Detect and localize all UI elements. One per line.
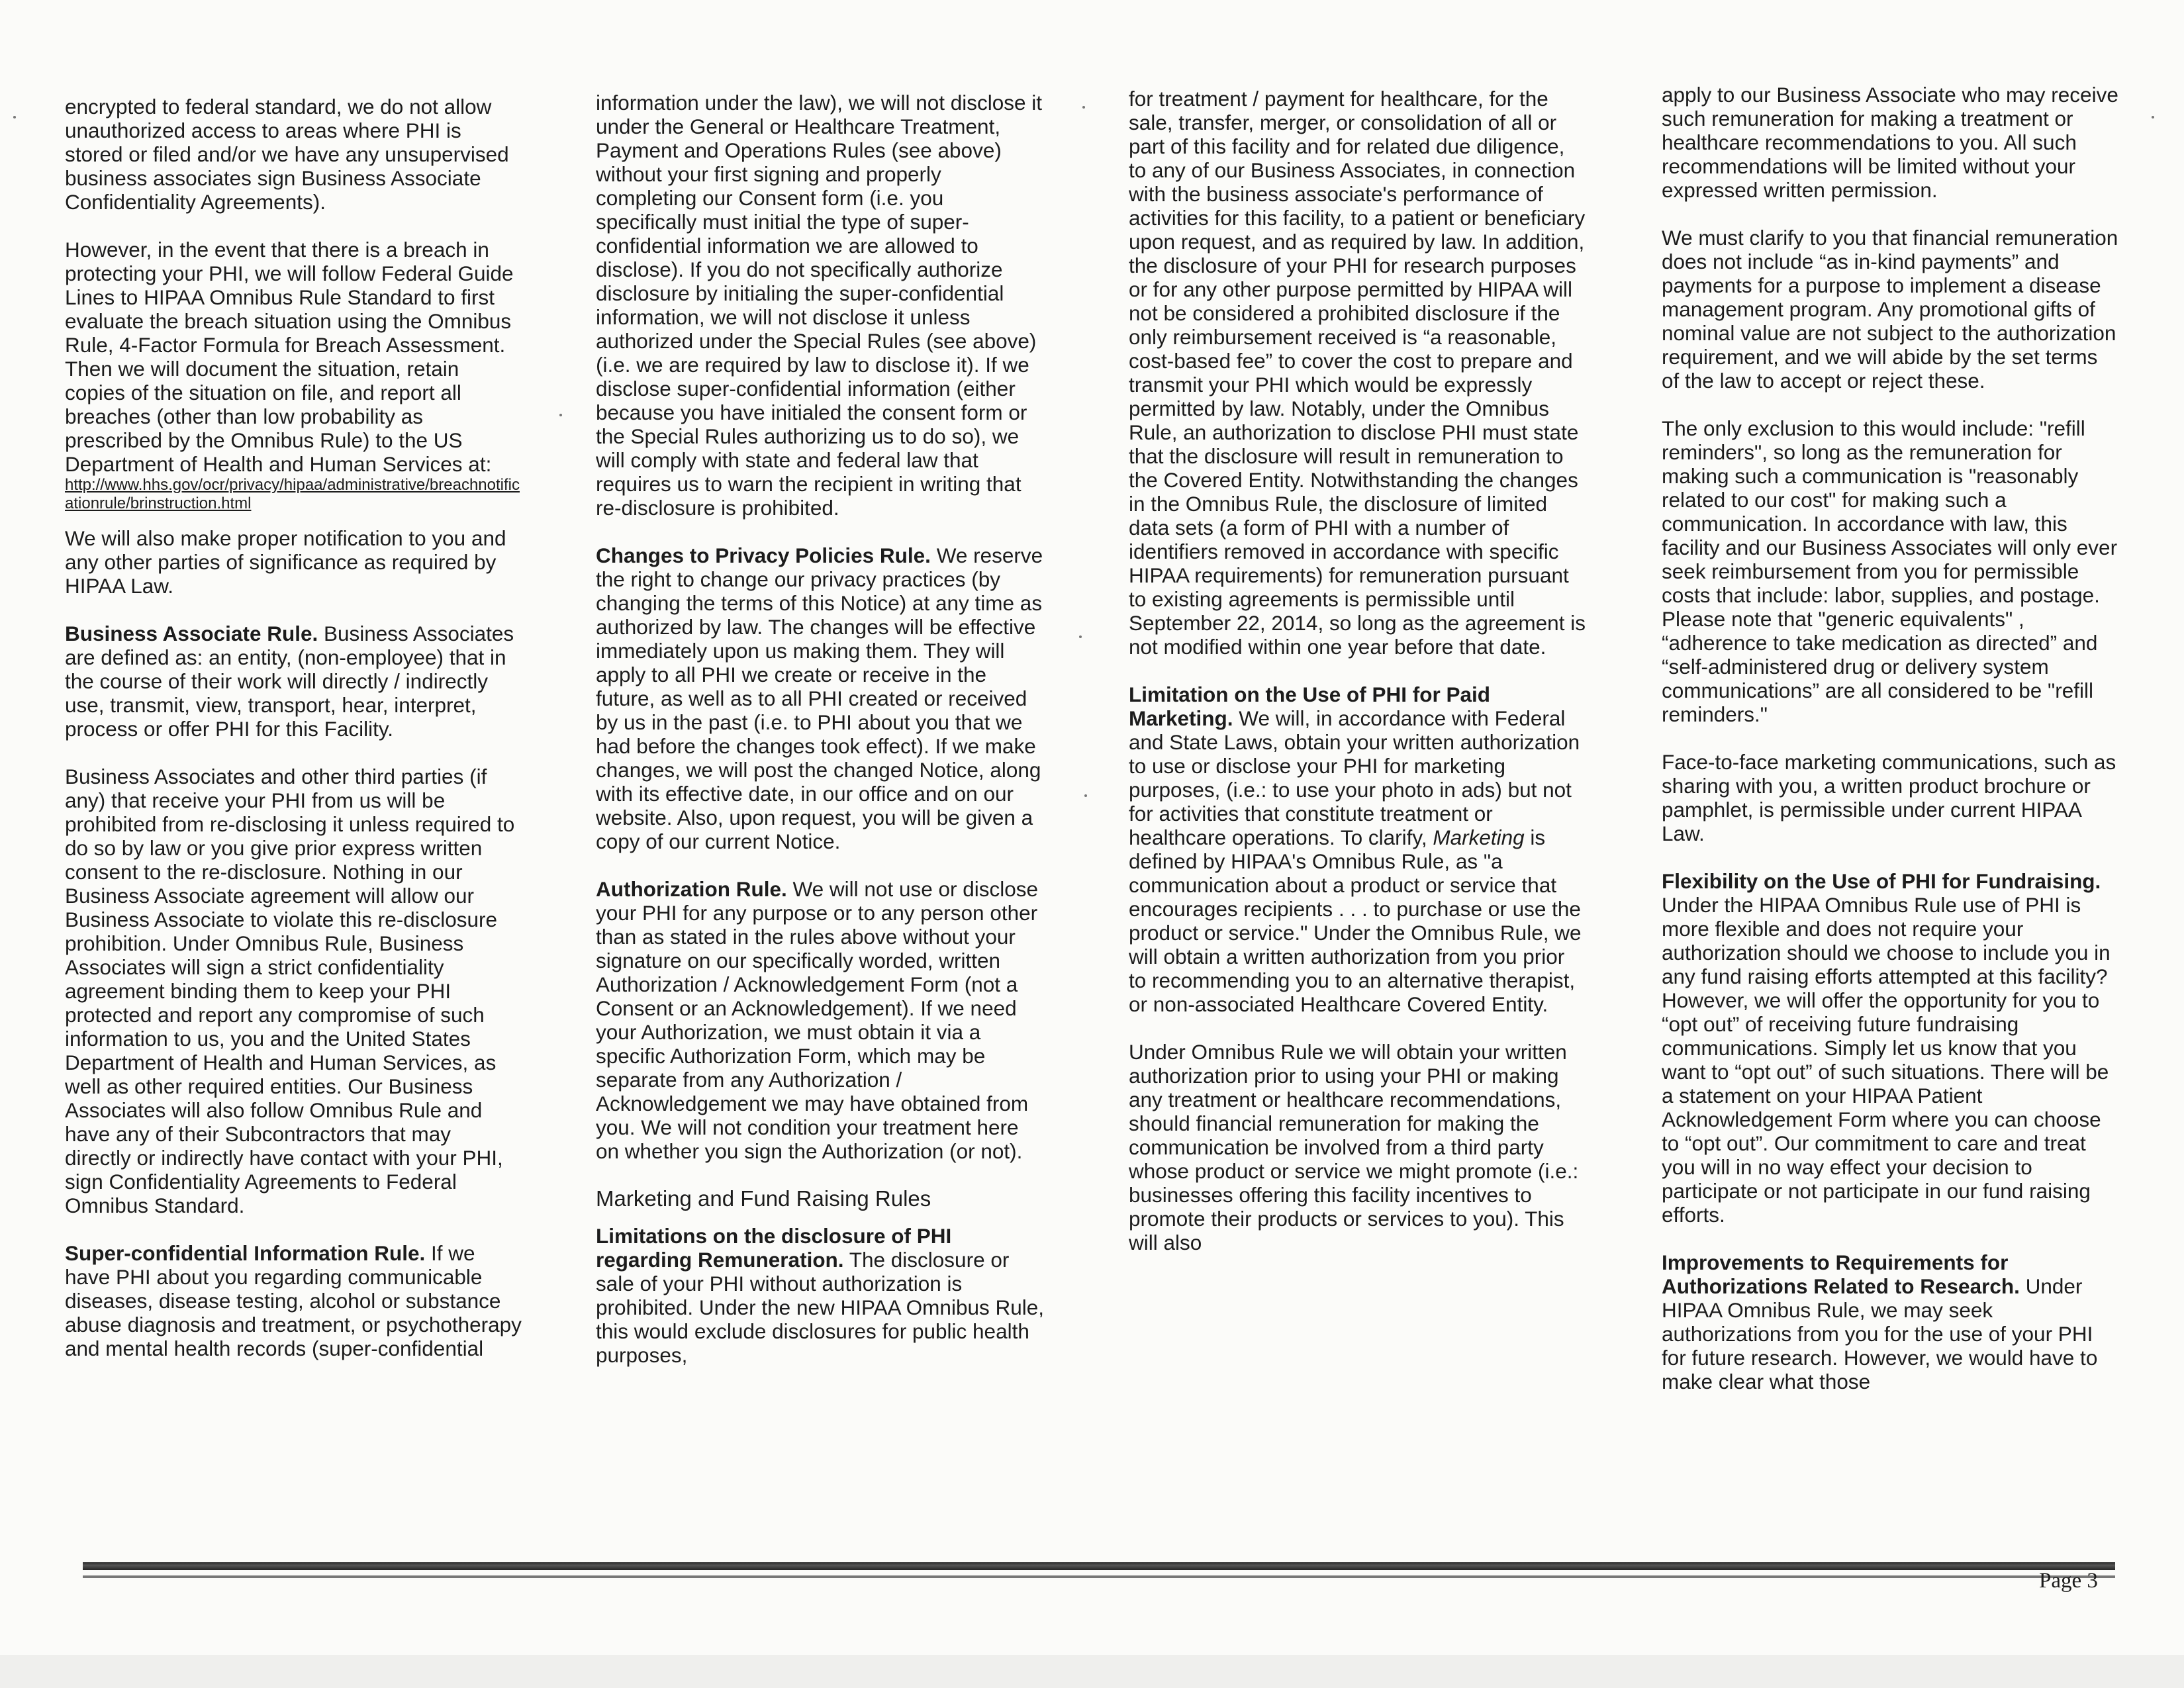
heading-fundraising: Flexibility on the Use of PHI for Fundraising. (1662, 869, 2101, 893)
scan-speck (1079, 635, 1082, 638)
paragraph-encryption: encrypted to federal standard, we do not allow unauthorized access to areas where PHI is stored or filed and/or we have any unsupervised business associates sign Business Associate Confidentiality Agreements). (65, 95, 509, 214)
paragraph-changes-privacy-policies: Changes to Privacy Policies Rule. We reserve the right to change our privacy practices (by changing the terms of this Notice) at any time as authorized by law. The changes will be effective immediately upon us making them. They will apply to all PHI we create or receive in the future, as well as to all PHI created or received by us in the past (i.e. to PHI about you that we had before the changes took effect). If we make changes, we will post the changed Notice, along with its effective date, in our office and on our website. Also, upon request, you will be given a copy of our current Notice. (596, 543, 1043, 853)
paragraph-refill-reminders: The only exclusion to this would include: "refill reminders", so long as the remuneration for making such a communication is "reasonably related to our cost" for making such a communication. In accordance with law, this facility and our Business Associates will only ever seek reimbursement from you for permissible costs that include: labor, supplies, and postage. Please note that "generic equivalents" , “adherence to take medication as directed” and “self-administered drug or delivery system communications” are all considered to be "refill reminders." (1662, 416, 2118, 726)
paragraph-super-confidential-continued: information under the law), we will not disclose it under the General or Healthcare Treatment, Payment and Operations Rules (see above) without your first signing and properly completing our Consent form (i.e. you specifically must initial the type of super-confidential information we are allowed to disclose). If you do not specifically authorize disclosure by initialing the super-confidential information, we will not disclose it unless authorized under the Special Rules (see above) (i.e. we are required by law to disclose it). If we disclose super-confidential information (either because you have initialed the consent form or the Special Rules authorizing us to do so), we will comply with state and federal law that requires us to warn the recipient in writing that re-disclosure is prohibited. (596, 91, 1043, 520)
paragraph-remuneration-continued: for treatment / payment for healthcare, for the sale, transfer, merger, or consolidation of all or part of this facility and for related due diligence, to any of our Business Associates, in connection with the business associate's performance of activities for this facility, to a patient or beneficiary upon request, and as required by law. In addition, the disclosure of your PHI for research purposes or for any other purpose permitted by HIPAA will not be considered a prohibited disclosure if the only reimbursement received is “a reasonable, cost-based fee” to cover the cost to prepare and transmit your PHI which would be expressly permitted by law. Notably, under the Omnibus Rule, an authorization to disclose PHI must state that the disclosure will result in remuneration to the Covered Entity. Notwithstanding the changes in the Omnibus Rule, the disclosure of limited data sets (a form of PHI with a number of identifiers removed in accordance with specific HIPAA requirements) for remuneration pursuant to existing agreements is permissible until September 22, 2014, so long as the agreement is not modified within one year before that date. (1129, 87, 1586, 659)
paragraph-paid-marketing: Limitation on the Use of PHI for Paid Marketing. We will, in accordance with Federal and State Laws, obtain your written authorization to use or disclose your PHI for marketing purposes, (i.e.: to use your photo in ads) but not for activities that constitute treatment or healthcare operations. To clarify, Marketing is defined by HIPAA's Omnibus Rule, as "a communication about a product or service that encourages recipients . . . to purchase or use the product or service." Under the Omnibus Rule, we will obtain a written authorization from you prior to recommending you to an alternative therapist, or non-associated Healthcare Covered Entity. (1129, 682, 1582, 1016)
scan-speck (559, 414, 562, 416)
paragraph-fundraising: Flexibility on the Use of PHI for Fundraising. Under the HIPAA Omnibus Rule use of PHI is more flexible and does not require your authorization should we choose to include you in any fund raising efforts attempted at this facility? However, we will offer the opportunity for you to “opt out” of receiving future fundraising communications. Simply let us know that you want to “opt out” of such situations. There will be a statement on your HIPAA Patient Acknowledgement Form where you can choose to “opt out”. Our commitment to care and treat you will in no way effect your decision to participate or not participate in our fund raising efforts. (1662, 869, 2111, 1227)
heading-super-confidential-rule: Super-confidential Information Rule. (65, 1241, 426, 1265)
scan-speck (2152, 116, 2154, 118)
paragraph-notification: We will also make proper notification to you and any other parties of significance as required by HIPAA Law. (65, 526, 506, 598)
paragraph-research-authorizations: Improvements to Requirements for Authorizations Related to Research. Under HIPAA Omnibus Rule, we may seek authorizations from you for the use of your PHI for future research. However, we would have to make clear what those (1662, 1250, 2098, 1393)
paragraph-financial-remuneration: We must clarify to you that financial remuneration does not include “as in-kind payments” and payments for a purpose to implement a disease management program. Any promotional gifts of nominal value are not subject to the authorization requirement, and we will abide by the set terms of the law to accept or reject these. (1662, 226, 2118, 393)
heading-business-associate-rule: Business Associate Rule. (65, 622, 318, 645)
paragraph-business-associate-rule: Business Associate Rule. Business Associates are defined as: an entity, (non-employee) that in the course of their work will directly / indirectly use, transmit, view, transport, hear, interpret, process or offer PHI for this Facility. (65, 622, 514, 741)
scan-speck (1082, 106, 1085, 109)
column-4 (1662, 83, 2118, 1417)
paragraph-omnibus-authorization: Under Omnibus Rule we will obtain your written authorization prior to using your PHI or making any treatment or healthcare recommendations, should financial remuneration for making the communication be involved from a third party whose product or service we might promote (i.e.: businesses offering this facility incentives to promote their products or services to you). This will also (1129, 1040, 1579, 1254)
column-1 (65, 95, 522, 1384)
paragraph-face-to-face: Face-to-face marketing communications, such as sharing with you, a written product brochure or pamphlet, is permissible under current HIPAA Law. (1662, 750, 2116, 845)
heading-marketing-fund-raising: Marketing and Fund Raising Rules (596, 1186, 931, 1211)
paragraph-breach: However, in the event that there is a breach in protecting your PHI, we will follow Federal Guide Lines to HIPAA Omnibus Rule Standard to first evaluate the breach situation using the Omnibus Rule, 4-Factor Formula for Breach Assessment. Then we will document the situation, retain copies of the situation on file, and report all breaches (other than low probability as prescribed by the Omnibus Rule) to the US Department of Health and Human Services at: http://www.hhs.gov/ocr/privacy/hipaa/administrative/breachnotificationrule/brinstruction.html (65, 238, 522, 513)
footer-rule (83, 1562, 2115, 1570)
scan-bottom-edge (0, 1655, 2184, 1688)
page-number: Page 3 (2039, 1569, 2098, 1593)
heading-paid-marketing: Limitation on the Use of PHI for Paid Marketing. (1129, 682, 1491, 730)
hhs-breach-link[interactable]: http://www.hhs.gov/ocr/privacy/hipaa/administrative/breachnotificationrule/brinstruction.html (65, 476, 520, 512)
paragraph-business-associate-remuneration: apply to our Business Associate who may receive such remuneration for making a treatment or healthcare recommendations to you. All such recommendations will be limited without your expressed written permission. (1662, 83, 2118, 202)
heading-changes-privacy-policies-rule: Changes to Privacy Policies Rule. (596, 543, 931, 567)
paragraph-authorization-rule: Authorization Rule. We will not use or disclose your PHI for any purpose or to any person other than as stated in the rules above without your signature on our specifically worded, written Authorization / Acknowledgement Form (not a Consent or an Acknowledgement). If we need your Authorization, we must obtain it via a specific Authorization Form, which may be separate from any Authorization / Acknowledgement we may have obtained from you. We will not condition your treatment here on whether you sign the Authorization (or not). (596, 877, 1039, 1163)
marketing-term: Marketing (1433, 825, 1525, 849)
paragraph-super-confidential: Super-confidential Information Rule. If we have PHI about you regarding communicable diseases, disease testing, alcohol or substance abuse diagnosis and treatment, or psychotherapy and mental health records (super-confidential (65, 1241, 522, 1360)
footer-rule-thin (83, 1575, 2115, 1578)
heading-research-authorizations: Improvements to Requirements for Authorizations Related to Research. (1662, 1250, 2020, 1298)
scan-speck (13, 116, 16, 118)
heading-authorization-rule: Authorization Rule. (596, 877, 787, 901)
heading-remuneration-limits: Limitations on the disclosure of PHI regarding Remuneration. (596, 1224, 952, 1272)
column-3 (1129, 87, 1586, 1278)
paragraph-business-associates-third-parties: Business Associates and other third parties (if any) that receive your PHI from us will be prohibited from re-disclosing it unless required to do so by law or you give prior express written consent to the re-disclosure. Nothing in our Business Associate agreement will allow our Business Associate to violate this re-disclosure prohibition. Under Omnibus Rule, Business Associates will sign a strict confidentiality agreement binding them to keep your PHI protected and report any compromise of such information to us, you and the United States Department of Health and Human Services, as well as other required entities. Our Business Associates will also follow Omnibus Rule and have any of their Subcontractors that may directly or indirectly have contact with your PHI, sign Confidentiality Agreements to Federal Omnibus Standard. (65, 765, 515, 1217)
column-2 (596, 91, 1046, 1391)
paragraph-remuneration-limits: Limitations on the disclosure of PHI regarding Remuneration. The disclosure or sale of your PHI without authorization is prohibited. Under the new HIPAA Omnibus Rule, this would exclude disclosures for public health purposes, (596, 1224, 1045, 1367)
scan-speck (1084, 794, 1087, 797)
